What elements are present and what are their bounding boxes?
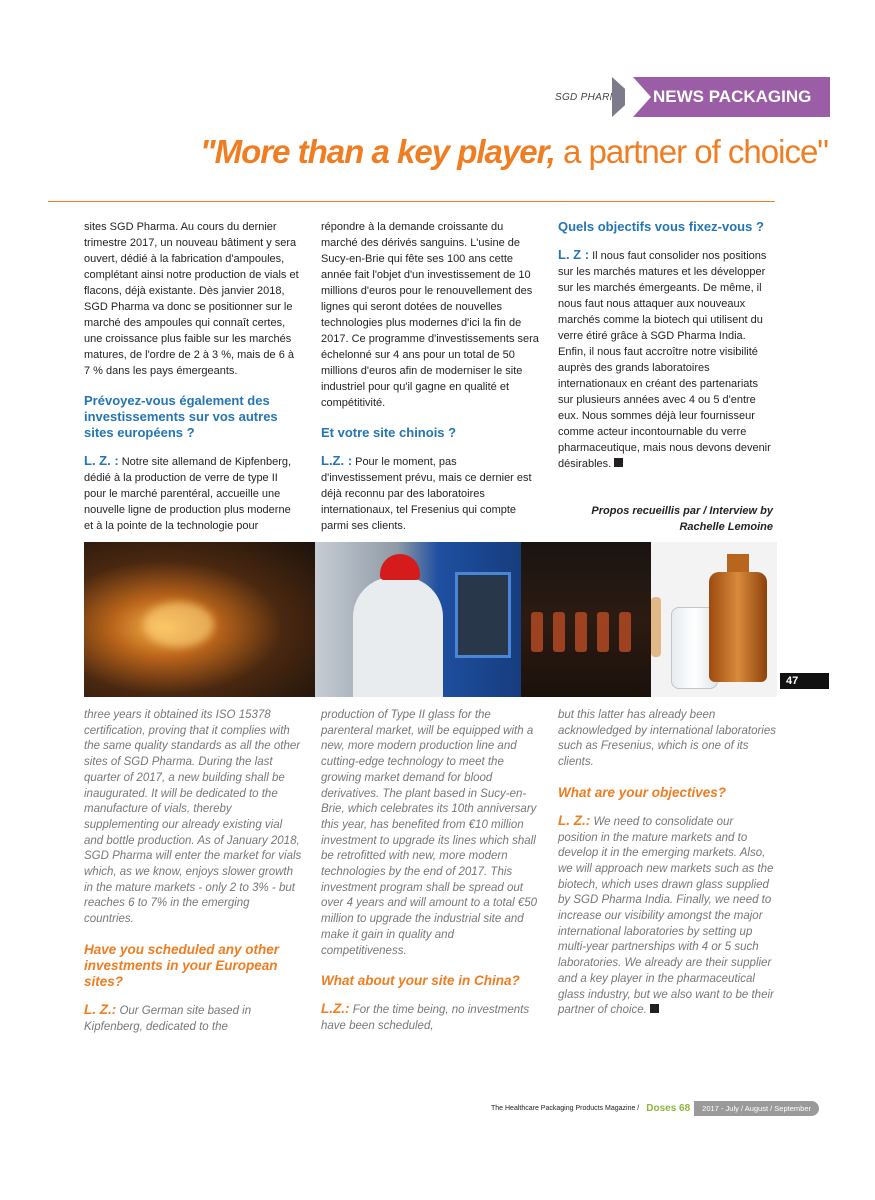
question-heading: What are your objectives?	[558, 784, 727, 800]
english-column-3	[558, 708, 776, 1019]
answer-paragraph	[558, 247, 774, 472]
paragraph: répondre à la demande croissante du marché des dérivés sanguins. L'usine de Sucy-en-Brie qui fête ses 100 ans cette année fait l'objet d'un investissement de 10 millions d'euros pour le renouvellement des lignes qui seront dotées de nouvelles technologies plus modernes d'ici la fin de 2017. Ce programme d'investissements sera échelonné sur 4 ans pour un total de 50 millions d'euros afin de moderniser le site industriel pour qu'il gagne en qualité et compétitivité.	[321, 221, 539, 409]
paragraph: sites SGD Pharma. Au cours du dernier trimestre 2017, un nouveau bâtiment y sera ouvert, dédié à la fabrication d'ampoules, complétant ainsi notre production de vials et flacons, déjà existante. Dès janvier 2018, SGD Pharma va donc se positionner sur le marché des ampoules qui connaît certes, une croissance plus faible sur les marchés matures, de l'ordre de 2 à 3 %, mais de 6 à 7 % dans les pays émergeants.	[84, 221, 299, 377]
end-mark-icon	[614, 458, 623, 467]
credit-author: Rachelle Lemoine	[679, 521, 773, 533]
headline-divider	[48, 201, 775, 202]
answer-paragraph	[84, 1002, 302, 1035]
magazine-name: The Healthcare Packaging Products Magazine /	[491, 1105, 640, 1112]
issue-date: 2017 - July / August / September	[694, 1101, 819, 1116]
speaker-initials: L. Z.:	[84, 1001, 117, 1017]
section-tab	[633, 77, 830, 117]
paragraph: production of Type II glass for the parenteral market, will be equipped with a new, more modern production line and cutting-edge technology to meet the growing market demand for blood derivatives. The plant based in Sucy-en-Brie, which celebrates its 10th anniversary this year, has benefited from €10 million investment to upgrade its lines which shall be retrofitted with new, more modern technologies by the end of 2017. This investment program shall be spread out over 4 years and will amount to a total €50 million to upgrade the industrial site and make it gain in quality and competitiveness.	[321, 709, 538, 957]
speaker-initials: L.Z. :	[321, 453, 353, 468]
english-column-2	[321, 708, 539, 1035]
english-column-1	[84, 708, 302, 1035]
paragraph: but this latter has already been acknowledged by international laboratories such as Fresenius, which is one of its clients.	[558, 709, 777, 769]
french-column-1	[84, 219, 300, 534]
answer-text: Notre site allemand de Kipfenberg, dédié à la production de verre de type II pour le marché parentéral, accueille une nouvelle ligne de production plus moderne et à la pointe de la technologie pour	[84, 456, 292, 532]
speaker-initials: L. Z. :	[84, 453, 119, 468]
page-number: 47	[780, 673, 829, 689]
speaker-initials: L.Z.:	[321, 1001, 350, 1017]
answer-paragraph	[321, 1001, 539, 1034]
brand-label: SGD PHARMA	[555, 92, 626, 103]
section-tab-label: NEWS PACKAGING	[653, 87, 812, 106]
question-heading: Prévoyez-vous également des investissements sur vos autres sites européens ?	[84, 393, 278, 440]
french-column-2	[321, 219, 539, 534]
photo-technician	[315, 542, 521, 697]
answer-text: Our German site based in Kipfenberg, dedicated to the	[84, 1004, 252, 1033]
answer-text: We need to consolidate our position in the mature markets and to develop it in the emerging markets. Also, we will approach new markets such as the biotech, which uses drawn glass supplied by SGD Pharma India. Finally, we need to increase our visibility amongst the major international laboratories by setting up multi-year partnerships with 4 or 5 such laboratories. We already are their supplier and a key player in the pharmaceutical glass industry, but we also want to be their partner of choice.	[558, 815, 774, 1017]
answer-paragraph	[321, 453, 539, 534]
credit-line: Propos recueillis par / Interview by	[591, 505, 773, 517]
photo-glass-bottles	[651, 542, 777, 697]
answer-paragraph	[558, 813, 776, 1019]
page-headline	[200, 133, 828, 171]
headline-bold: "More than a key player,	[200, 133, 555, 170]
paragraph: three years it obtained its ISO 15378 certification, proving that it complies with the same quality standards as all the other sites of SGD Pharma. During the last quarter of 2017, a new building shall be inaugurated. It will be dedicated to the manufacture of vials, thereby supplementing our already existing vial and bottle production. As of January 2018, SGD Pharma will enter the market for vials which, as we know, enjoys slower growth in the mature markets - only 2 to 3% - but reaches 6 to 7% in the emerging countries.	[84, 709, 302, 926]
answer-text: Il nous faut consolider nos positions sur les marchés matures et les développer sur les marchés émergeants. De même, il nous faut nous attaquer aux nouveaux marchés comme la biotech qui utilisent du verre étiré grâce à SGD Pharma India. Enfin, il nous faut accroître notre visibilité auprès des grands laboratoires internationaux en créant des partenariats sur plusieurs années avec 4 ou 5 d'entre eux. Nous sommes déjà leur fournisseur comme acteur incontournable du verre pharmaceutique, mais nous devons devenir désirables.	[558, 250, 771, 470]
question-heading: Quels objectifs vous fixez-vous ?	[558, 219, 764, 234]
answer-paragraph	[84, 453, 300, 534]
photo-glass-forming	[84, 542, 315, 697]
speaker-initials: L. Z.:	[558, 812, 591, 828]
interview-credit	[560, 503, 773, 535]
question-heading: Have you scheduled any other investments in your European sites?	[84, 941, 280, 989]
speaker-initials: L. Z :	[558, 247, 590, 262]
answer-text: For the time being, no investments have been scheduled,	[321, 1004, 530, 1032]
page-footer	[488, 1101, 811, 1116]
issue-label: Doses 68	[646, 1103, 691, 1114]
answer-text: Pour le moment, pas d'investissement prévu, mais ce dernier est déjà reconnu par des laboratoires internationaux, tel Fresenius qui compte parmi ses clients.	[321, 456, 532, 532]
photo-vial-line	[521, 542, 651, 697]
headline-rest: a partner of choice"	[554, 133, 829, 170]
end-mark-icon	[650, 1004, 659, 1013]
photo-strip	[84, 542, 777, 697]
question-heading: What about your site in China?	[321, 973, 520, 989]
question-heading: Et votre site chinois ?	[321, 425, 457, 440]
french-column-3	[558, 205, 774, 472]
